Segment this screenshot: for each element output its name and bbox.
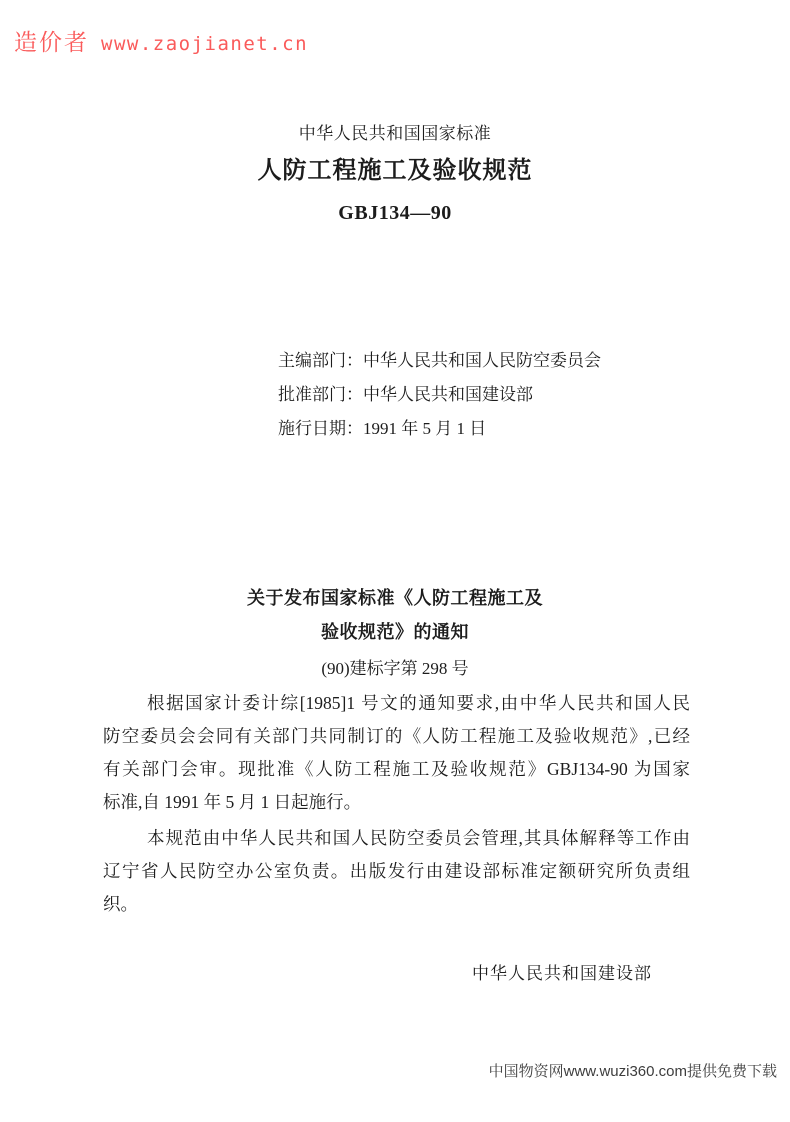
meta-value: 中华人民共和国人民防空委员会: [363, 351, 601, 370]
body-line: 根据国家计委计综[1985]1 号文的通知要求,由中华人民共和国人民: [147, 693, 690, 713]
body-line: 辽宁省人民防空办公室负责。出版发行由建设部标准定额研究所负责组: [103, 861, 690, 881]
body-line: 本规范由中华人民共和国人民防空委员会管理,其具体解释等工作由: [147, 828, 690, 848]
meta-row-approval-dept: [278, 378, 601, 412]
bottom-watermark: 中国物资网www.wuzi360.com提供免费下载: [488, 1063, 777, 1080]
standard-code: GBJ134—90: [338, 202, 452, 224]
meta-label: 主编部门：: [278, 351, 363, 370]
meta-label: 批准部门：: [278, 385, 363, 404]
notice-paragraph-2: [103, 822, 690, 921]
notice-doc-number: (90)建标字第 298 号: [321, 659, 469, 678]
meta-value: 中华人民共和国建设部: [363, 385, 533, 404]
body-line: 防空委员会会同有关部门共同制订的《人防工程施工及验收规范》,已经: [103, 726, 690, 746]
meta-row-chief-editor-dept: [278, 344, 601, 378]
body-line: 织。: [103, 894, 138, 914]
body-line: 有关部门会审。现批准《人防工程施工及验收规范》GBJ134-90 为国家: [103, 759, 690, 779]
top-watermark: [14, 24, 308, 57]
notice-heading-line2: 验收规范》的通知: [321, 622, 469, 642]
meta-value: 1991 年 5 月 1 日: [363, 419, 487, 438]
document-title: 人防工程施工及验收规范: [257, 158, 533, 184]
notice-body: [103, 687, 690, 921]
watermark-brand-text: 造价者: [14, 29, 89, 55]
meta-label: 施行日期：: [278, 419, 363, 438]
standard-label: 中华人民共和国国家标准: [298, 124, 492, 143]
body-line: 标准,自 1991 年 5 月 1 日起施行。: [103, 792, 362, 812]
meta-block: [278, 344, 601, 446]
notice-heading-line1: 关于发布国家标准《人防工程施工及: [247, 588, 543, 608]
signoff-ministry: 中华人民共和国建设部: [472, 964, 652, 983]
meta-row-effective-date: [278, 412, 601, 446]
notice-paragraph-1: [103, 687, 690, 819]
watermark-site-url: www.zaojianet.cn: [101, 33, 309, 55]
